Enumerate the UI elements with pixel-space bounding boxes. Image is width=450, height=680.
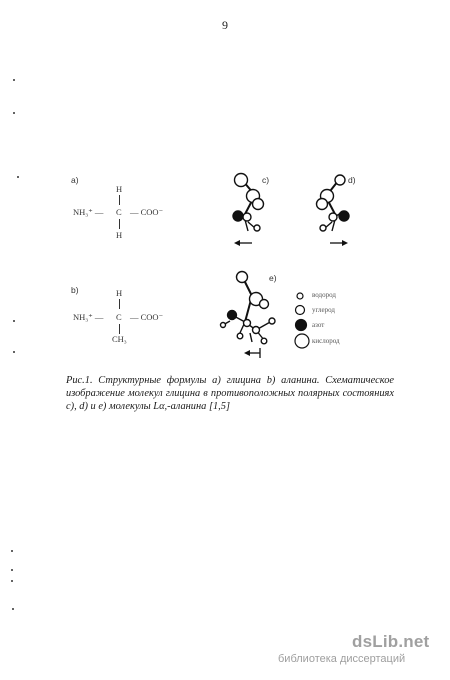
figure-d-label: d) [348, 175, 356, 185]
ammonium-group: NH₃⁺ — [73, 207, 104, 217]
carboxylate-group: — COO⁻ [130, 312, 164, 322]
carboxylate-group: — COO⁻ [130, 207, 164, 217]
hydrogen-bottom: H [116, 230, 123, 240]
figure-caption: Рис.1. Структурные формулы a) глицина b) аланина. Схематическое изображение молекул глицина в противоположных полярных состояниях c), d) и e) молекулы Lα,-аланина [1,5] [66, 375, 394, 412]
legend-hydrogen: водород [312, 291, 336, 299]
page-number: 9 [222, 18, 228, 32]
nitrogen-symbol [296, 320, 307, 331]
molecule-e-model [221, 272, 276, 359]
molecule-d-model [317, 175, 350, 246]
watermark-logo[interactable]: dsLib.net [352, 632, 430, 651]
legend-oxygen: кислород [312, 337, 340, 345]
figure-b-label: b) [71, 285, 79, 295]
figure-a-label: a) [71, 175, 79, 185]
figure-e-label: e) [269, 273, 277, 283]
methyl-group: CH₃ [112, 334, 127, 344]
watermark-tagline: библиотека диссертаций [278, 653, 406, 665]
carbon-symbol [296, 306, 305, 315]
legend-nitrogen: азот [312, 321, 325, 329]
molecule-c-model [233, 174, 264, 247]
ammonium-group: NH₃⁺ — [73, 312, 104, 322]
alpha-carbon: C [116, 207, 122, 217]
atom-legend-symbols [295, 293, 309, 348]
figure-c-label: c) [262, 175, 270, 185]
hydrogen-top: H [116, 184, 123, 194]
oxygen-symbol [295, 334, 309, 348]
hydrogen-top: H [116, 288, 123, 298]
legend-carbon: углерод [312, 306, 335, 314]
alpha-carbon: C [116, 312, 122, 322]
hydrogen-symbol [297, 293, 303, 299]
